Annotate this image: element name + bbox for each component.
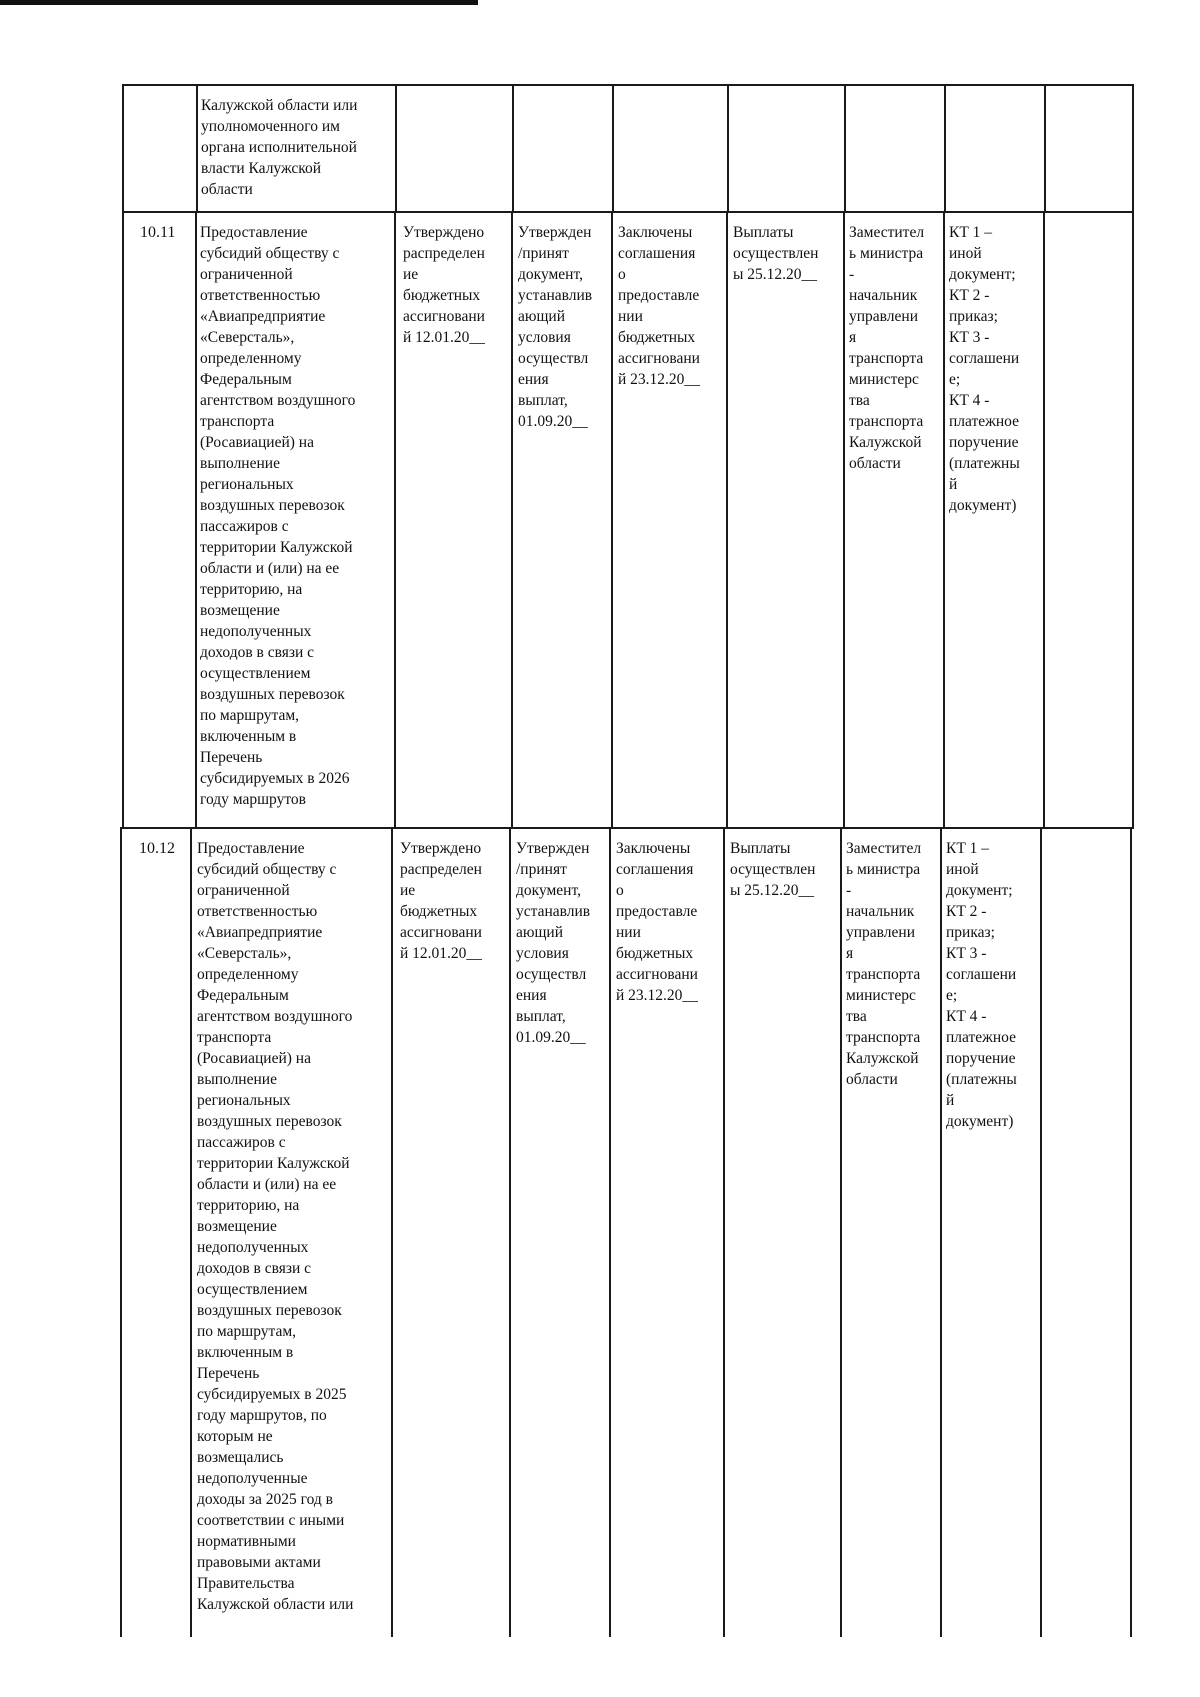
checkpoint-3-cell: Заключены соглашения о предоставле нии бюджетных ассигновани й 23.12.20__: [618, 224, 700, 388]
col-border: [196, 84, 198, 213]
col-border: [511, 211, 513, 829]
col-border: [391, 827, 393, 1637]
row-divider: [120, 827, 1132, 829]
col-border: [1044, 84, 1046, 213]
col-border: [1040, 827, 1042, 1637]
col-border: [120, 827, 122, 1637]
kt-cell: КТ 1 – иной документ; КТ 2 - приказ; КТ 3 - соглашени е; КТ 4 - платежное поручение (платежны й документ): [949, 224, 1020, 514]
checkpoint-2-cell: Утвержден /принят документ, устанавлив ающий условия осуществл ения выплат, 01.09.20__: [518, 224, 593, 430]
col-border: [723, 827, 725, 1637]
col-border: [195, 211, 197, 829]
col-border: [940, 827, 942, 1637]
col-border: [840, 827, 842, 1637]
measure-name-cell: Предоставление субсидий обществу с ограниченной ответственностью «Авиапредприятие «Северсталь», определенному Федеральным агентством воздушного транспорта (Росавиацией) на выполнение региональных воздушных перевозок пассажиров с территории Калужской области и (или) на ее территорию, на возмещение недополученных доходов в связи с осуществлением воздушных перевозок по маршрутам, включенным в Перечень субсидируемых в 2025 году маршрутов, по которым не возмещались недополученные доходы за 2025 год в соответствии с иными нормативными правовыми актами Правительства Калужской области или: [197, 840, 354, 1613]
top-rule: [0, 0, 478, 5]
checkpoint-2-cell: Утвержден /принят документ, устанавлив ающий условия осуществл ения выплат, 01.09.20__: [516, 840, 591, 1046]
col-border: [512, 84, 514, 213]
continuation-name-cell: Калужской области или уполномоченного им органа исполнительной власти Калужской области: [201, 97, 358, 198]
checkpoint-4-cell: Выплаты осуществлен ы 25.12.20__: [730, 840, 816, 899]
row-number: 10.11: [140, 224, 176, 241]
col-border: [1043, 211, 1045, 829]
col-border: [395, 84, 397, 213]
col-border: [943, 211, 945, 829]
col-border: [726, 211, 728, 829]
table-border-top: [122, 84, 1134, 86]
checkpoint-3-cell: Заключены соглашения о предоставле нии бюджетных ассигновани й 23.12.20__: [616, 840, 698, 1004]
checkpoint-1-cell: Утверждено распределен ие бюджетных ассигновани й 12.01.20__: [403, 224, 485, 346]
col-border: [843, 211, 845, 829]
col-border: [1132, 211, 1134, 829]
measure-name-cell: Предоставление субсидий обществу с ограниченной ответственностью «Авиапредприятие «Северсталь», определенному Федеральным агентством воздушного транспорта (Росавиацией) на выполнение региональных воздушных перевозок пассажиров с территории Калужской области и (или) на ее территорию, на возмещение недополученных доходов в связи с осуществлением воздушных перевозок по маршрутам, включенным в Перечень субсидируемых в 2026 году маршрутов: [200, 224, 356, 808]
col-border: [944, 84, 946, 213]
col-border: [190, 827, 192, 1637]
col-border: [122, 211, 124, 829]
col-border: [844, 84, 846, 213]
row-number: 10.12: [139, 840, 175, 857]
col-border: [612, 84, 614, 213]
responsible-cell: Заместител ь министра - начальник управлени я транспорта министерс тва транспорта Калужской области: [846, 840, 922, 1088]
responsible-cell: Заместител ь министра - начальник управлени я транспорта министерс тва транспорта Калужской области: [849, 224, 925, 472]
checkpoint-1-cell: Утверждено распределен ие бюджетных ассигновани й 12.01.20__: [400, 840, 482, 962]
col-border: [122, 84, 124, 213]
col-border: [1132, 84, 1134, 213]
col-border: [611, 211, 613, 829]
kt-cell: КТ 1 – иной документ; КТ 2 - приказ; КТ 3 - соглашени е; КТ 4 - платежное поручение (платежны й документ): [946, 840, 1017, 1130]
col-border: [394, 211, 396, 829]
row-divider: [122, 211, 1134, 213]
col-border: [727, 84, 729, 213]
col-border: [1130, 827, 1132, 1637]
checkpoint-4-cell: Выплаты осуществлен ы 25.12.20__: [733, 224, 819, 283]
col-border: [609, 827, 611, 1637]
col-border: [509, 827, 511, 1637]
